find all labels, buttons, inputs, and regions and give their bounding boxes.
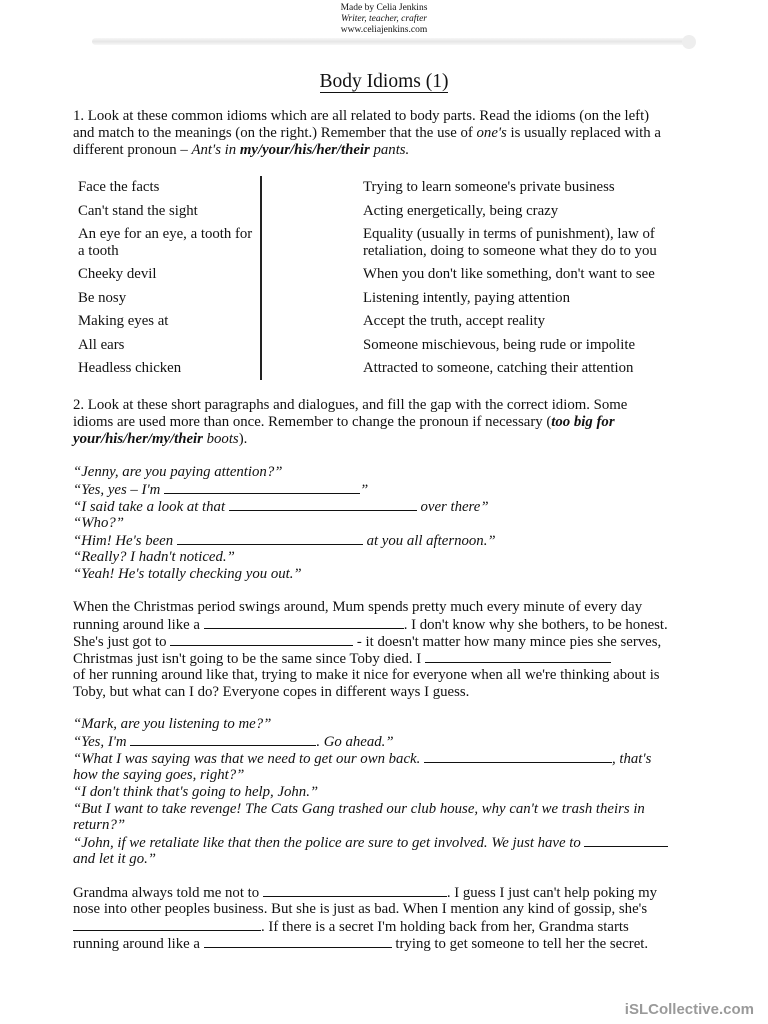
- header-divider: [92, 38, 690, 45]
- fill-blank[interactable]: [204, 935, 392, 948]
- dialogue-line: “Mark, are you listening to me?”: [73, 716, 272, 732]
- dialogue-line: “But I want to take revenge! The Cats Gang trashed our club house, why can't we trash theirs in: [73, 801, 645, 817]
- dialogue-line: “Who?”: [73, 515, 124, 531]
- dialogue-line: how the saying goes, right?”: [73, 767, 245, 783]
- paragraph-line: When the Christmas period swings around, Mum spends pretty much every minute of every day: [73, 599, 643, 615]
- paragraph-line: . If there is a secret I'm holding back from her, Grandma starts: [73, 918, 698, 936]
- fill-blank[interactable]: [177, 532, 363, 545]
- paragraph-line: Christmas just isn't going to be the same since Toby died. I: [73, 650, 698, 668]
- fill-blank[interactable]: [73, 918, 261, 931]
- paragraph-line: of her running around like that, trying to make it nice for everyone when all we're thinking about is: [73, 667, 660, 683]
- section1-instructions: [73, 108, 698, 158]
- meaning-item: When you don't like something, don't want to see: [363, 266, 655, 282]
- meaning-item: Trying to learn someone's private business: [363, 179, 615, 195]
- dialogue-line: “Yeah! He's totally checking you out.”: [73, 566, 302, 582]
- idiom-item: Face the facts: [78, 179, 160, 195]
- site-watermark: iSLCollective.com: [624, 1001, 754, 1018]
- instruction-line: your/his/her/my/their boots).: [73, 430, 248, 447]
- idiom-item: Cheeky devil: [78, 266, 157, 282]
- instruction-line: different pronoun – Ant's in my/your/his/her/their pants.: [73, 141, 410, 158]
- idiom-item: All ears: [78, 337, 125, 353]
- instruction-line: 1. Look at these common idioms which are all related to body parts. Read the idioms (on the left): [73, 108, 650, 124]
- fill-blank[interactable]: [263, 884, 447, 897]
- author-credit: Made by Celia Jenkins: [340, 3, 428, 13]
- dialogue-line: “I don't think that's going to help, John.”: [73, 784, 319, 800]
- meaning-item: Accept the truth, accept reality: [363, 313, 545, 329]
- fill-blank[interactable]: [425, 650, 611, 663]
- dialogue-line: and let it go.”: [73, 851, 157, 867]
- idiom-item: Be nosy: [78, 290, 127, 306]
- fill-blank[interactable]: [164, 481, 360, 494]
- dialogue-line: return?”: [73, 817, 126, 833]
- dialogue-line: “Really? I hadn't noticed.”: [73, 549, 235, 565]
- instruction-line: idioms are used more than once. Remember to change the pronoun if necessary (too big for: [73, 413, 615, 430]
- dialogue-line: “Jenny, are you paying attention?”: [73, 464, 283, 480]
- idiom-item: Making eyes at: [78, 313, 169, 329]
- meaning-item: Acting energetically, being crazy: [363, 203, 559, 219]
- meaning-item: Someone mischievous, being rude or impolite: [363, 337, 636, 353]
- dialogue-line: “John, if we retaliate like that then the police are sure to get involved. We just have to: [73, 834, 668, 852]
- meaning-item: Listening intently, paying attention: [363, 290, 570, 306]
- section2-instructions: [73, 397, 698, 447]
- matching-divider: [260, 176, 262, 380]
- fill-blank[interactable]: [229, 498, 417, 511]
- meaning-item: Equality (usually in terms of punishment), law of retaliation, doing to someone what they do to you: [363, 226, 657, 259]
- page-title-text: Body Idioms (1): [319, 71, 449, 92]
- paragraph-line: running around like a . I don't know why she bothers, to be honest.: [73, 617, 668, 633]
- idiom-item: An eye for an eye, a tooth for a tooth: [78, 226, 253, 259]
- dialogue-line: “Yes, I'm . Go ahead.”: [73, 734, 394, 750]
- fill-blank[interactable]: [130, 733, 316, 746]
- instruction-line: and match to the meanings (on the right.) Remember that the use of one's is usually replaced with a: [73, 124, 661, 141]
- meaning-item: Attracted to someone, catching their attention: [363, 360, 634, 376]
- paragraph-line: running around like a trying to get someone to tell her the secret.: [73, 936, 649, 952]
- fill-blank[interactable]: [170, 633, 353, 646]
- author-tagline: Writer, teacher, crafter: [340, 14, 427, 24]
- paragraph-line: nose into other peoples business. But she is just as bad. When I mention any kind of gossip, she's: [73, 901, 648, 917]
- fill-blank[interactable]: [204, 616, 404, 629]
- fill-blank[interactable]: [424, 750, 612, 763]
- paragraph-line: Grandma always told me not to . I guess I just can't help poking my: [73, 885, 658, 901]
- idiom-item: Can't stand the sight: [78, 203, 198, 219]
- paragraph-line: Toby, but what can I do? Everyone copes in different ways I guess.: [73, 684, 470, 700]
- dialogue-line: “I said take a look at that over there”: [73, 499, 489, 515]
- instruction-line: 2. Look at these short paragraphs and dialogues, and fill the gap with the correct idiom. Some: [73, 397, 628, 413]
- page-title: [0, 71, 768, 93]
- paragraph-line: She's just got to - it doesn't matter how many mince pies she serves,: [73, 634, 662, 650]
- idiom-item: Headless chicken: [78, 360, 182, 376]
- dialogue-line: “Him! He's been at you all afternoon.”: [73, 533, 496, 549]
- author-website: www.celiajenkins.com: [340, 25, 428, 35]
- dialogue-line: “Yes, yes – I'm ”: [73, 482, 369, 498]
- dialogue-line: “What I was saying was that we need to get our own back. , that's: [73, 751, 652, 767]
- fill-blank[interactable]: [584, 834, 668, 847]
